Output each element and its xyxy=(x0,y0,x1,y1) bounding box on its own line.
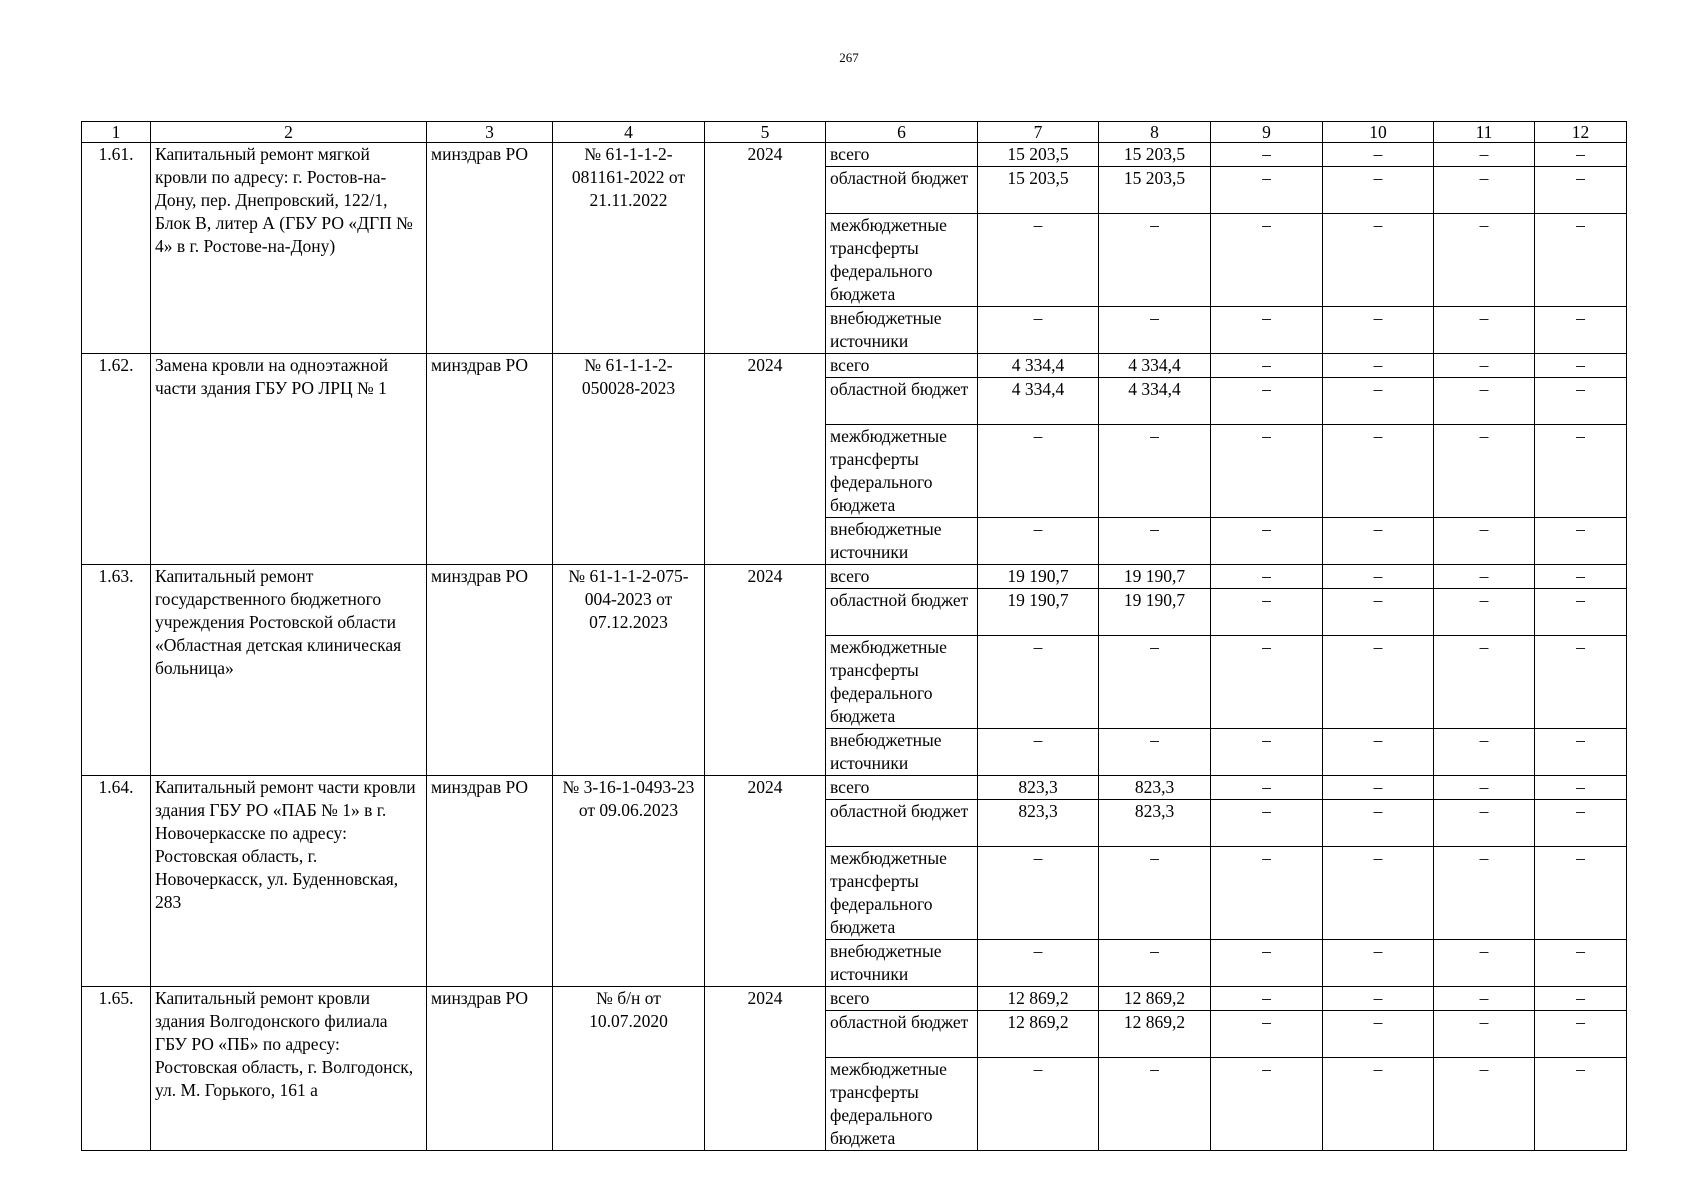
value-col-12: – xyxy=(1535,1058,1627,1151)
funding-source: межбюджетные трансферты федерального бюджета xyxy=(826,214,978,307)
value-col-12: – xyxy=(1535,636,1627,729)
value-col-12: – xyxy=(1535,425,1627,518)
value-col-9: – xyxy=(1211,940,1323,987)
item-year: 2024 xyxy=(705,987,826,1151)
value-col-12: – xyxy=(1535,847,1627,940)
item-year: 2024 xyxy=(705,776,826,987)
value-col-11: – xyxy=(1434,565,1535,589)
value-col-7: 19 190,7 xyxy=(978,565,1099,589)
item-year: 2024 xyxy=(705,354,826,565)
value-col-8: – xyxy=(1099,729,1211,776)
value-col-10: – xyxy=(1323,636,1434,729)
value-col-7: 19 190,7 xyxy=(978,589,1099,636)
value-col-8: 19 190,7 xyxy=(1099,565,1211,589)
funding-source: всего xyxy=(826,776,978,800)
funding-source: внебюджетные источники xyxy=(826,940,978,987)
value-col-7: – xyxy=(978,940,1099,987)
funding-source: всего xyxy=(826,565,978,589)
value-col-12: – xyxy=(1535,1011,1627,1058)
value-col-10: – xyxy=(1323,987,1434,1011)
table-row xyxy=(82,776,1627,800)
item-number: 1.65. xyxy=(82,987,151,1151)
funding-source: областной бюджет xyxy=(826,378,978,425)
value-col-8: 4 334,4 xyxy=(1099,354,1211,378)
item-name: Капитальный ремонт части кровли здания ГБУ РО «ПАБ № 1» в г. Новочеркасске по адресу: Ростовская область, г. Новочеркасск, ул. Буденновская, 283 xyxy=(151,776,427,987)
value-col-11: – xyxy=(1434,143,1535,167)
value-col-11: – xyxy=(1434,776,1535,800)
value-col-11: – xyxy=(1434,1011,1535,1058)
item-document: № 61-1-1-2-075-004-2023 от 07.12.2023 xyxy=(553,565,705,776)
page-number: 267 xyxy=(839,50,859,65)
value-col-12: – xyxy=(1535,800,1627,847)
funding-source: внебюджетные источники xyxy=(826,518,978,565)
table-row xyxy=(82,565,1627,589)
value-col-10: – xyxy=(1323,425,1434,518)
item-year: 2024 xyxy=(705,565,826,776)
value-col-8: 12 869,2 xyxy=(1099,987,1211,1011)
value-col-11: – xyxy=(1434,636,1535,729)
value-col-10: – xyxy=(1323,518,1434,565)
header-cell: 11 xyxy=(1434,122,1535,143)
value-col-10: – xyxy=(1323,800,1434,847)
item-number: 1.61. xyxy=(82,143,151,354)
header-cell: 10 xyxy=(1323,122,1434,143)
value-col-7: – xyxy=(978,425,1099,518)
table-row xyxy=(82,143,1627,167)
item-org: минздрав РО xyxy=(427,565,553,776)
header-row xyxy=(82,122,1627,143)
value-col-7: 823,3 xyxy=(978,800,1099,847)
value-col-12: – xyxy=(1535,354,1627,378)
value-col-7: – xyxy=(978,518,1099,565)
value-col-11: – xyxy=(1434,518,1535,565)
value-col-9: – xyxy=(1211,589,1323,636)
value-col-8: – xyxy=(1099,1058,1211,1151)
value-col-10: – xyxy=(1323,847,1434,940)
value-col-8: – xyxy=(1099,940,1211,987)
header-cell: 12 xyxy=(1535,122,1627,143)
item-org: минздрав РО xyxy=(427,143,553,354)
value-col-8: 15 203,5 xyxy=(1099,167,1211,214)
item-name: Капитальный ремонт мягкой кровли по адресу: г. Ростов-на-Дону, пер. Днепровский, 122/1, Блок В, литер А (ГБУ РО «ДГП № 4» в г. Ростове-на-Дону) xyxy=(151,143,427,354)
value-col-11: – xyxy=(1434,354,1535,378)
value-col-11: – xyxy=(1434,378,1535,425)
value-col-12: – xyxy=(1535,378,1627,425)
header-cell: 9 xyxy=(1211,122,1323,143)
value-col-11: – xyxy=(1434,987,1535,1011)
value-col-11: – xyxy=(1434,589,1535,636)
value-col-12: – xyxy=(1535,167,1627,214)
value-col-7: – xyxy=(978,636,1099,729)
value-col-8: 823,3 xyxy=(1099,800,1211,847)
value-col-8: 15 203,5 xyxy=(1099,143,1211,167)
value-col-10: – xyxy=(1323,214,1434,307)
item-org: минздрав РО xyxy=(427,776,553,987)
value-col-9: – xyxy=(1211,1058,1323,1151)
header-cell: 3 xyxy=(427,122,553,143)
value-col-11: – xyxy=(1434,847,1535,940)
value-col-12: – xyxy=(1535,729,1627,776)
item-document: № б/н от 10.07.2020 xyxy=(553,987,705,1151)
funding-source: всего xyxy=(826,354,978,378)
value-col-12: – xyxy=(1535,776,1627,800)
item-document: № 61-1-1-2-081161-2022 от 21.11.2022 xyxy=(553,143,705,354)
value-col-11: – xyxy=(1434,214,1535,307)
value-col-7: 4 334,4 xyxy=(978,354,1099,378)
value-col-9: – xyxy=(1211,307,1323,354)
value-col-8: – xyxy=(1099,425,1211,518)
value-col-10: – xyxy=(1323,167,1434,214)
value-col-8: – xyxy=(1099,636,1211,729)
value-col-9: – xyxy=(1211,378,1323,425)
item-number: 1.64. xyxy=(82,776,151,987)
item-org: минздрав РО xyxy=(427,354,553,565)
value-col-9: – xyxy=(1211,636,1323,729)
funding-source: областной бюджет xyxy=(826,1011,978,1058)
value-col-7: 12 869,2 xyxy=(978,987,1099,1011)
value-col-7: 4 334,4 xyxy=(978,378,1099,425)
value-col-9: – xyxy=(1211,518,1323,565)
header-cell: 2 xyxy=(151,122,427,143)
funding-source: внебюджетные источники xyxy=(826,729,978,776)
funding-source: межбюджетные трансферты федерального бюджета xyxy=(826,847,978,940)
item-number: 1.63. xyxy=(82,565,151,776)
value-col-8: 4 334,4 xyxy=(1099,378,1211,425)
funding-source: межбюджетные трансферты федерального бюджета xyxy=(826,636,978,729)
header-cell: 7 xyxy=(978,122,1099,143)
value-col-12: – xyxy=(1535,214,1627,307)
value-col-8: 823,3 xyxy=(1099,776,1211,800)
funding-source: всего xyxy=(826,987,978,1011)
value-col-12: – xyxy=(1535,987,1627,1011)
value-col-10: – xyxy=(1323,776,1434,800)
value-col-9: – xyxy=(1211,800,1323,847)
value-col-8: – xyxy=(1099,214,1211,307)
item-name: Замена кровли на одноэтажной части здания ГБУ РО ЛРЦ № 1 xyxy=(151,354,427,565)
value-col-10: – xyxy=(1323,940,1434,987)
value-col-9: – xyxy=(1211,776,1323,800)
value-col-10: – xyxy=(1323,307,1434,354)
item-document: № 61-1-1-2-050028-2023 xyxy=(553,354,705,565)
value-col-8: 19 190,7 xyxy=(1099,589,1211,636)
table-row xyxy=(82,987,1627,1011)
value-col-11: – xyxy=(1434,729,1535,776)
value-col-12: – xyxy=(1535,307,1627,354)
value-col-10: – xyxy=(1323,1058,1434,1151)
item-org: минздрав РО xyxy=(427,987,553,1151)
value-col-8: – xyxy=(1099,518,1211,565)
value-col-9: – xyxy=(1211,214,1323,307)
item-document: № 3-16-1-0493-23 от 09.06.2023 xyxy=(553,776,705,987)
value-col-10: – xyxy=(1323,1011,1434,1058)
funding-source: областной бюджет xyxy=(826,167,978,214)
value-col-11: – xyxy=(1434,940,1535,987)
table-row xyxy=(82,354,1627,378)
value-col-10: – xyxy=(1323,143,1434,167)
value-col-7: – xyxy=(978,729,1099,776)
value-col-7: – xyxy=(978,214,1099,307)
value-col-7: – xyxy=(978,1058,1099,1151)
header-cell: 6 xyxy=(826,122,978,143)
value-col-11: – xyxy=(1434,1058,1535,1151)
value-col-9: – xyxy=(1211,847,1323,940)
value-col-9: – xyxy=(1211,987,1323,1011)
value-col-7: 15 203,5 xyxy=(978,167,1099,214)
item-name: Капитальный ремонт кровли здания Волгодонского филиала ГБУ РО «ПБ» по адресу: Ростовская область, г. Волгодонск, ул. М. Горького, 161 а xyxy=(151,987,427,1151)
value-col-12: – xyxy=(1535,143,1627,167)
value-col-10: – xyxy=(1323,378,1434,425)
header-cell: 8 xyxy=(1099,122,1211,143)
value-col-11: – xyxy=(1434,425,1535,518)
header-cell: 1 xyxy=(82,122,151,143)
value-col-7: 12 869,2 xyxy=(978,1011,1099,1058)
value-col-9: – xyxy=(1211,729,1323,776)
value-col-10: – xyxy=(1323,565,1434,589)
header-cell: 5 xyxy=(705,122,826,143)
value-col-10: – xyxy=(1323,354,1434,378)
value-col-9: – xyxy=(1211,565,1323,589)
value-col-9: – xyxy=(1211,354,1323,378)
value-col-8: 12 869,2 xyxy=(1099,1011,1211,1058)
value-col-7: – xyxy=(978,307,1099,354)
value-col-8: – xyxy=(1099,307,1211,354)
value-col-12: – xyxy=(1535,565,1627,589)
value-col-7: 15 203,5 xyxy=(978,143,1099,167)
header-cell: 4 xyxy=(553,122,705,143)
value-col-10: – xyxy=(1323,729,1434,776)
funding-source: областной бюджет xyxy=(826,589,978,636)
funding-source: всего xyxy=(826,143,978,167)
value-col-11: – xyxy=(1434,307,1535,354)
value-col-10: – xyxy=(1323,589,1434,636)
funding-source: внебюджетные источники xyxy=(826,307,978,354)
value-col-7: 823,3 xyxy=(978,776,1099,800)
value-col-7: – xyxy=(978,847,1099,940)
funding-source: областной бюджет xyxy=(826,800,978,847)
item-year: 2024 xyxy=(705,143,826,354)
value-col-12: – xyxy=(1535,589,1627,636)
budget-table xyxy=(81,121,1627,1151)
value-col-12: – xyxy=(1535,940,1627,987)
value-col-9: – xyxy=(1211,143,1323,167)
value-col-9: – xyxy=(1211,425,1323,518)
item-name: Капитальный ремонт государственного бюджетного учреждения Ростовской области «Областная детская клиническая больница» xyxy=(151,565,427,776)
value-col-9: – xyxy=(1211,167,1323,214)
value-col-8: – xyxy=(1099,847,1211,940)
value-col-11: – xyxy=(1434,167,1535,214)
table-body xyxy=(82,122,1627,1151)
funding-source: межбюджетные трансферты федерального бюджета xyxy=(826,1058,978,1151)
funding-source: межбюджетные трансферты федерального бюджета xyxy=(826,425,978,518)
value-col-12: – xyxy=(1535,518,1627,565)
value-col-9: – xyxy=(1211,1011,1323,1058)
item-number: 1.62. xyxy=(82,354,151,565)
value-col-11: – xyxy=(1434,800,1535,847)
